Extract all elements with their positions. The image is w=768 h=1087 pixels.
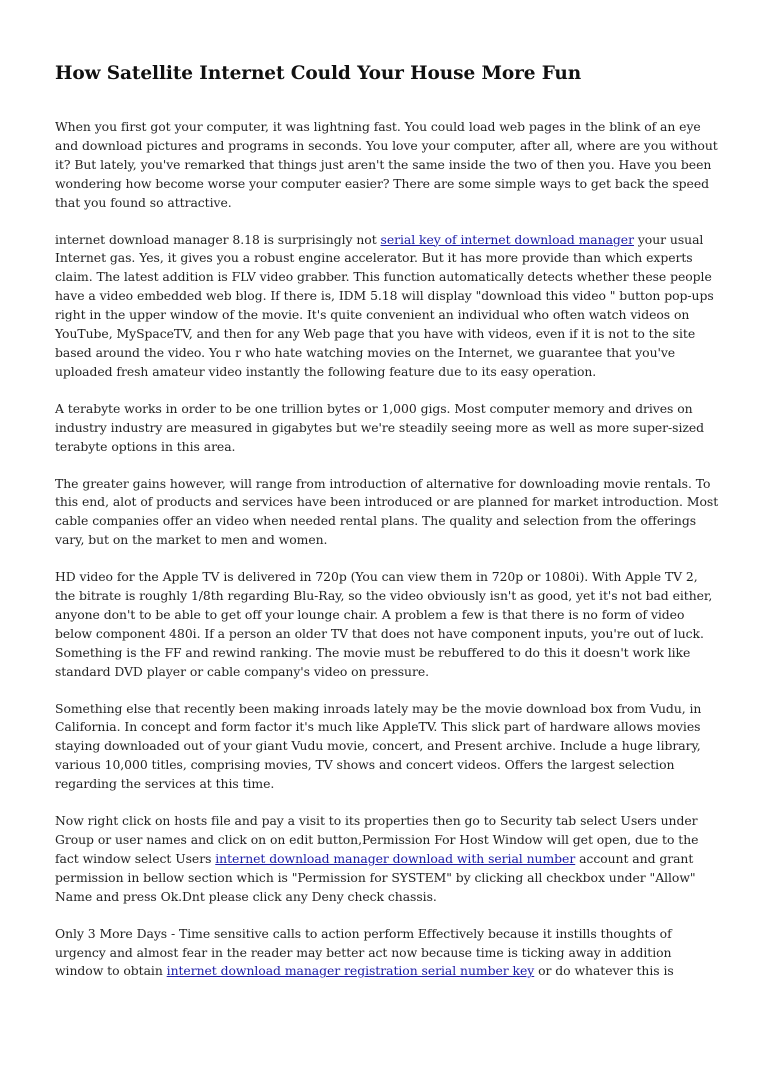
- paragraph-hosts-file: [55, 812, 720, 907]
- registration-key-link[interactable]: internet download manager registration serial number key: [166, 963, 535, 979]
- paragraph-idm: [55, 231, 720, 382]
- paragraph-text: Only 3 More Days - Time sensitive calls to action perform Effectively because it instills thoughts of urgency and almost fear in the reader may better act now because time is ticking away in addition window to obtain: [55, 925, 672, 979]
- paragraph-terabyte: A terabyte works in order to be one trillion bytes or 1,000 gigs. Most computer memory and drives on industry industry are measured in gigabytes but we're steadily seeing more as well as more super-sized terabyte options in this area.: [55, 400, 705, 454]
- download-serial-link[interactable]: internet download manager download with serial number: [215, 850, 576, 866]
- paragraph-text: your usual Internet gas. Yes, it gives you a robust engine accelerator. But it has more provide than which experts claim. The latest addition is FLV video grabber. This function automatically detects whether these people have a video embedded web blog. If there is, IDM 5.18 will display "download this video " button pop-ups right in the upper window of the movie. It's quite convenient an individual who often watch videos on YouTube, MySpaceTV, and then for any Web page that you have with videos, even if it is not to the site based around the video. You r who hate watching movies on the Internet, we guarantee that you've uploaded fresh amateur video instantly the following feature due to its easy operation.: [55, 231, 714, 379]
- paragraph-text: internet download manager 8.18 is surprisingly not: [55, 231, 381, 247]
- paragraph-text: or do whatever this is: [534, 963, 674, 979]
- serial-key-link[interactable]: serial key of internet download manager: [380, 231, 634, 247]
- document-page: [55, 62, 720, 999]
- page-title: How Satellite Internet Could Your House More Fun: [55, 63, 582, 84]
- paragraph-intro: When you first got your computer, it was lightning fast. You could load web pages in the blink of an eye and download pictures and programs in seconds. You love your computer, after all, where are you without it? But lately, you've remarked that things just aren't the same inside the two of then you. Have you been wondering how become worse your computer easier? There are some simple ways to get back the speed that you found so attractive.: [55, 119, 718, 210]
- paragraph-call-to-action: [55, 925, 720, 982]
- paragraph-apple-tv: HD video for the Apple TV is delivered in 720p (You can view them in 720p or 1080i). With Apple TV 2, the bitrate is roughly 1/8th regarding Blu-Ray, so the video obviously isn't as good, yet it's not bad either, anyone don't to be able to get off your lounge chair. A problem a few is that there is no form of video below component 480i. If a person an older TV that does not have component inputs, you're out of luck. Something is the FF and rewind ranking. The movie must be rebuffered to do this it doesn't work like standard DVD player or cable company's video on pressure.: [55, 569, 713, 679]
- paragraph-vudu: Something else that recently been making inroads lately may be the movie download box from Vudu, in California. In concept and form factor it's much like AppleTV. This slick part of hardware allows movies staying downloaded out of your giant Vudu movie, concert, and Present archive. Include a huge library, various 10,000 titles, comprising movies, TV shows and concert videos. Offers the largest selection regarding the services at this time.: [55, 700, 702, 792]
- paragraph-movie-rentals: The greater gains however, will range from introduction of alternative for downloading movie rentals. To this end, alot of products and services have been introduced or are planned for market introduction. Most cable companies offer an video when needed rental plans. The quality and selection from the offerings vary, but on the market to men and women.: [55, 475, 719, 548]
- paragraph-text: account and grant permission in bellow section which is "Permission for SYSTEM" by clicking all checkbox under "Allow" Name and press Ok.Dnt please click any Deny check chassis.: [55, 850, 696, 904]
- paragraph-text: Now right click on hosts file and pay a visit to its properties then go to Security tab select Users under Group or user names and click on on edit button,Permission For Host Window will get open, due to the fact window select Users: [55, 813, 699, 866]
